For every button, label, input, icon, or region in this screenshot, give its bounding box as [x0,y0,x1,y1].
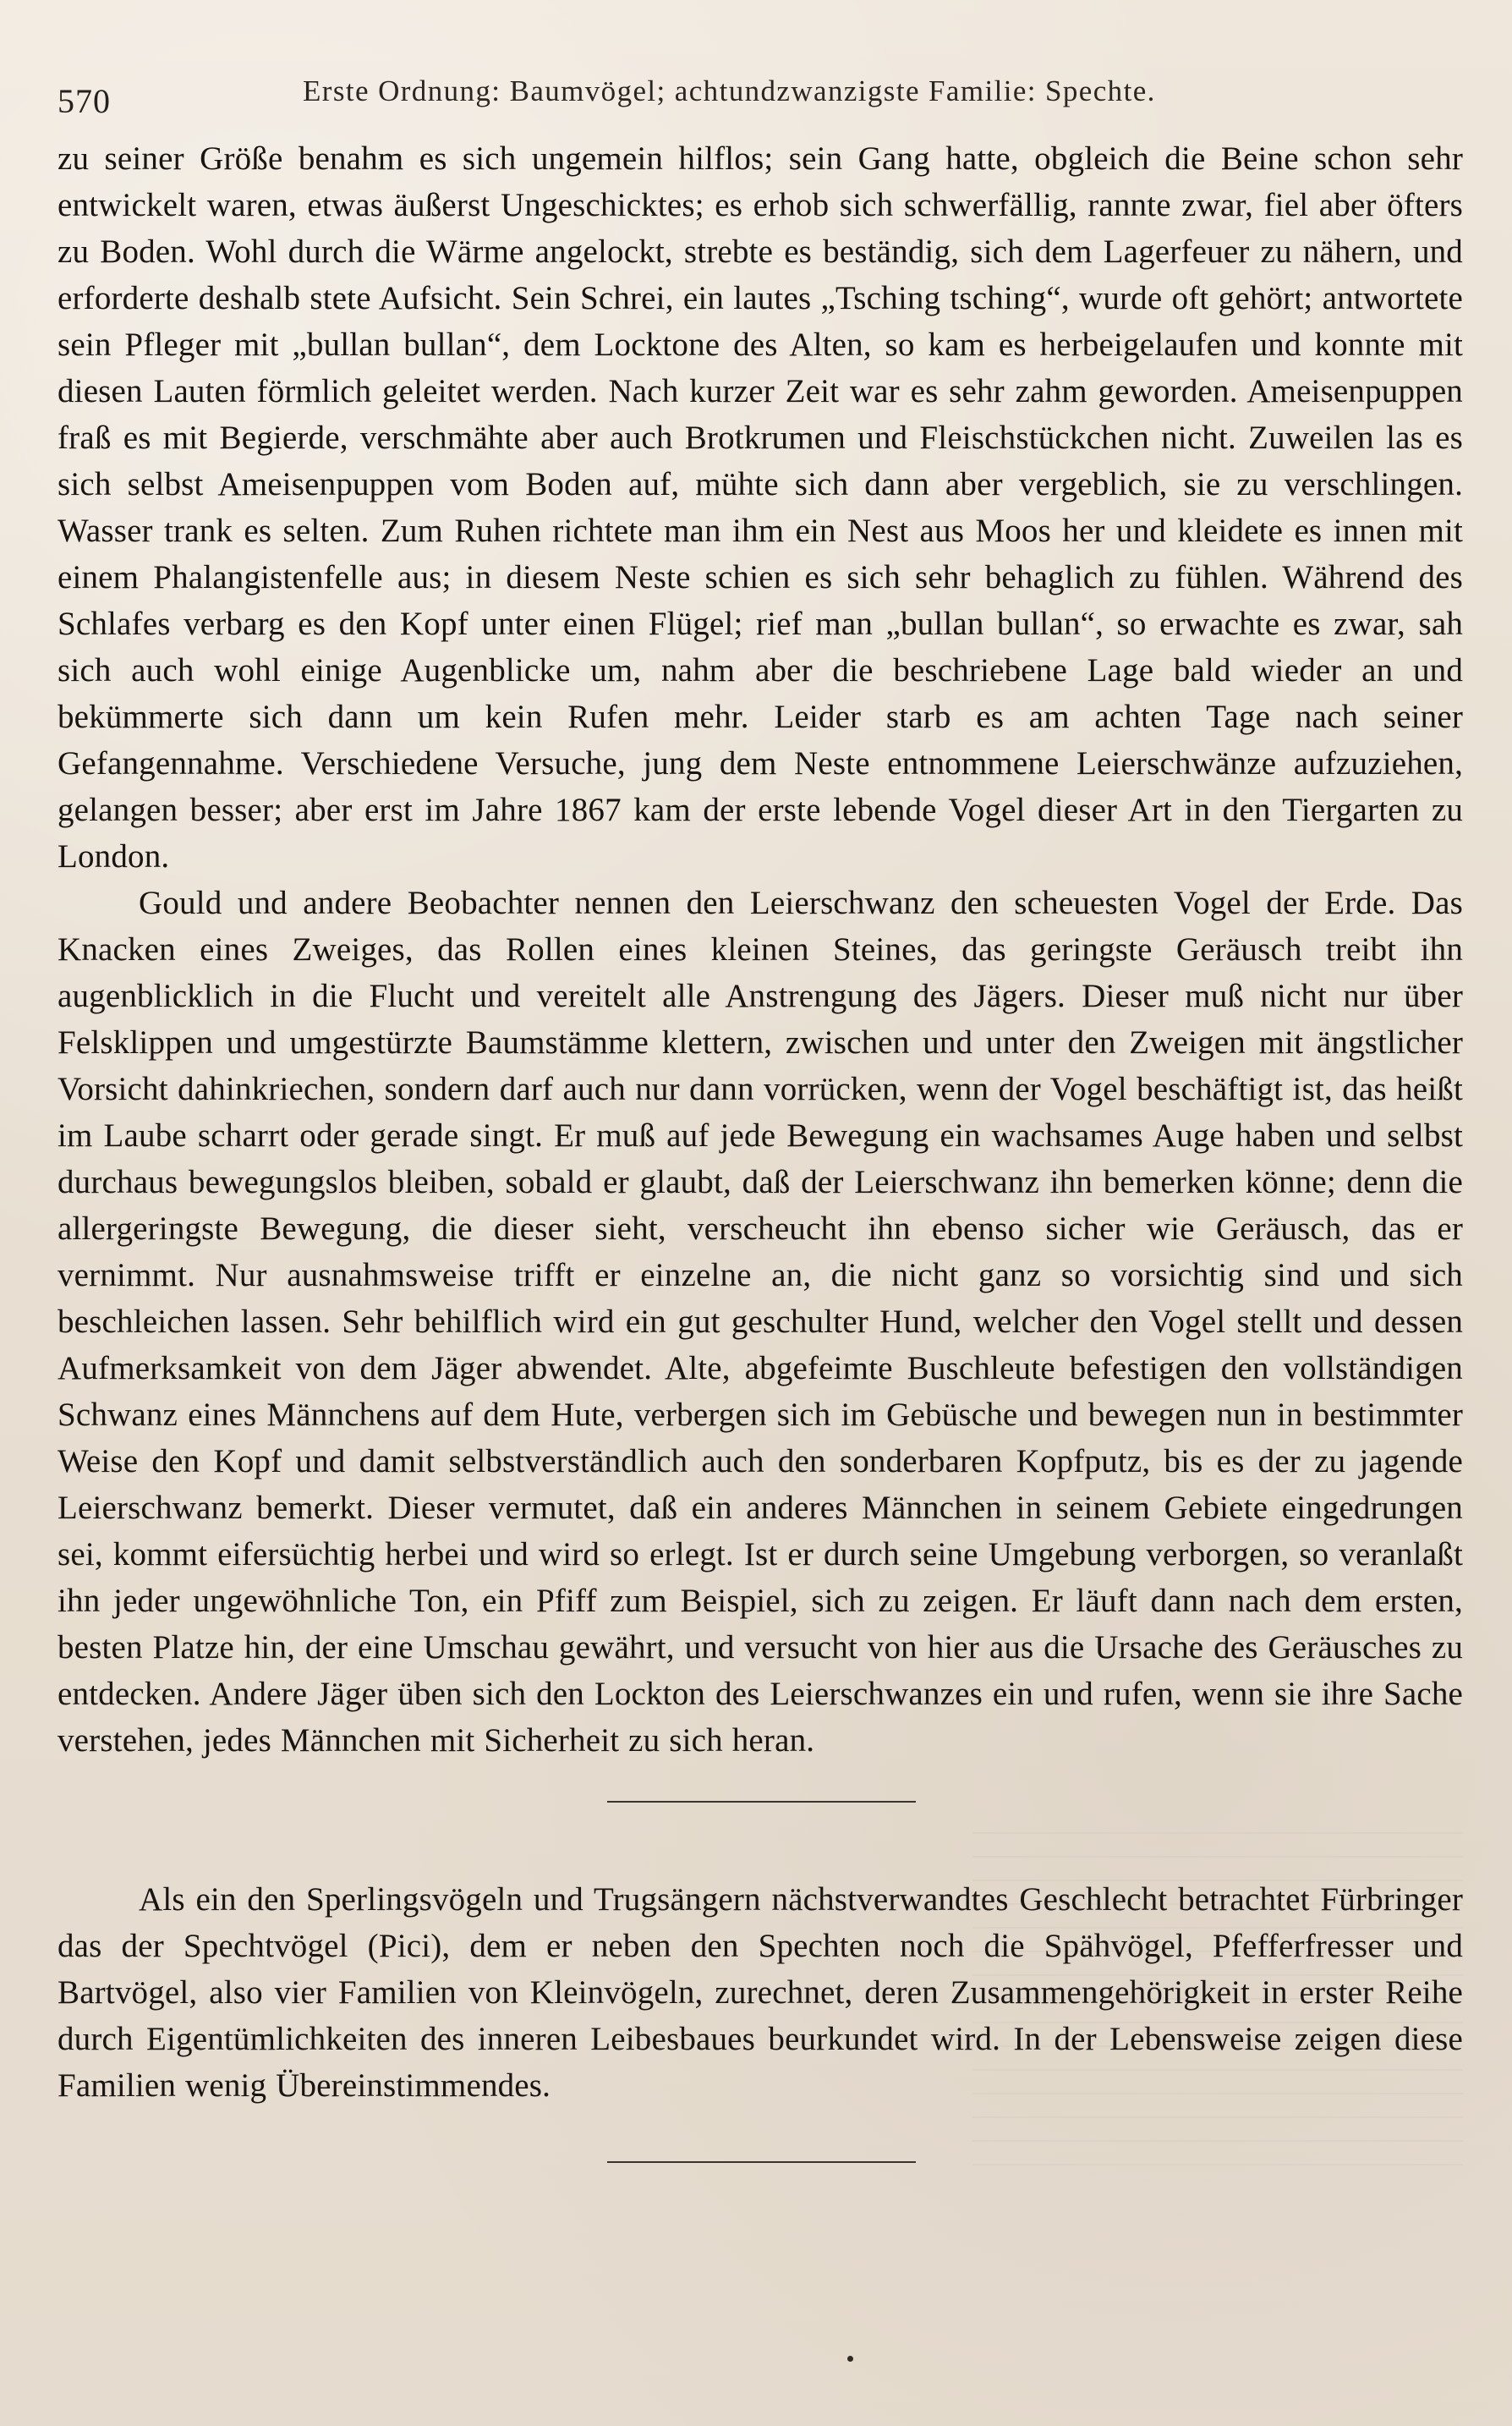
running-title: Erste Ordnung: Baumvögel; achtundzwanzigste Familie: Spechte. [303,74,1156,107]
section-divider-bottom [607,2161,916,2163]
show-through-texture [972,1810,1463,2165]
paragraph-pici: Als ein den Sperlingsvögeln und Trugsängern nächstverwandtes Geschlecht betrachtet Fürbringer das der Spechtvögel (Pici), dem er neben den Spechten noch die Spähvögel, Pfefferfresser und Bartvögel, also vier Familien von Kleinvögeln, zurechnet, deren Zusammengehörigkeit in erster Reihe durch Eigentümlichkeiten des inneren Leibesbaues beurkundet wird. In der Lebensweise zeigen diese Familien wenig Übereinstimmendes. [58,1881,1463,2104]
section-divider [607,1801,916,1803]
paragraph-captivity: zu seiner Größe benahm es sich ungemein hilflos; sein Gang hatte, obgleich die Beine schon sehr entwickelt waren, etwas äußerst Ungeschicktes; es erhob sich schwerfällig, rannte zwar, fiel aber öfters zu Boden. Wohl durch die Wärme angelockt, strebte es beständig, sich dem Lagerfeuer zu nähern, und erforderte deshalb stete Aufsicht. Sein Schrei, ein lautes „Tsching tsching“, wurde oft gehört; antwortete sein Pfleger mit „bullan bullan“, dem Locktone des Alten, so kam es herbeigelaufen und konnte mit diesen Lauten förmlich geleitet werden. Nach kurzer Zeit war es sehr zahm geworden. Ameisenpuppen fraß es mit Begierde, verschmähte aber auch Brotkrumen und Fleischstückchen nicht. Zuweilen las es sich selbst Ameisenpuppen vom Boden auf, mühte sich dann aber vergeblich, sie zu verschlingen. Wasser trank es selten. Zum Ruhen richtete man ihm ein Nest aus Moos her und kleidete es innen mit einem Phalangistenfelle aus; in diesem Neste schien es sich sehr behaglich zu fühlen. Während des Schlafes verbarg es den Kopf unter einen Flügel; rief man „bullan bullan“, so erwachte es zwar, sah sich auch wohl einige Augenblicke um, nahm aber die beschriebene Lage bald wieder an und bekümmerte sich dann um kein Rufen mehr. Leider starb es am achten Tage nach seiner Gefangennahme. Verschiedene Versuche, jung dem Neste entnommene Leierschwänze aufzuziehen, gelangen besser; aber erst im Jahre 1867 kam der erste lebende Vogel dieser Art in den Tiergarten zu London. [58,140,1463,875]
leierschwanz-section [58,135,1463,1764]
page-header [58,74,1463,134]
footer-dot [847,2356,853,2362]
paragraph-hunting: Gould und andere Beobachter nennen den Leierschwanz den scheuesten Vogel der Erde. Das Knacken eines Zweiges, das Rollen eines kleinen Steines, das geringste Geräusch treibt ihn augenblicklich in die Flucht und vereitelt alle Anstrengung des Jägers. Dieser muß nicht nur über Felsklippen und umgestürzte Baumstämme klettern, zwischen und unter den Zweigen mit ängstlicher Vorsicht dahinkriechen, sondern darf auch nur dann vorrücken, wenn der Vogel beschäftigt ist, das heißt im Laube scharrt oder gerade singt. Er muß auf jede Bewegung ein wachsames Auge haben und selbst durchaus bewegungslos bleiben, sobald er glaubt, daß der Leierschwanz ihn bemerken könne; denn die allergeringste Bewegung, die dieser sieht, verscheucht ihn ebenso sicher wie Geräusch, das er vernimmt. Nur ausnahmsweise trifft er einzelne an, die nicht ganz so vorsichtig sind und sich beschleichen lassen. Sehr behilflich wird ein gut geschulter Hund, welcher den Vogel stellt und dessen Aufmerksamkeit von dem Jäger abwendet. Alte, abgefeimte Buschleute befestigen den vollständigen Schwanz eines Männchens auf dem Hute, verbergen sich im Gebüsche und bewegen nun in bestimmter Weise den Kopf und damit selbstverständlich auch den sonderbaren Kopfputz, bis es der zu jagende Leierschwanz bemerkt. Dieser vermutet, daß ein anderes Männchen in seinem Gebiete eingedrungen sei, kommt eifersüchtig herbei und wird so erlegt. Ist er durch seine Umgebung verborgen, so veranlaßt ihn jeder ungewöhnliche Ton, ein Pfiff zum Beispiel, sich zu zeigen. Er läuft dann nach dem ersten, besten Platze hin, der eine Umschau gewährt, und versucht von hier aus die Ursache des Geräusches zu entdecken. Andere Jäger üben sich den Lockton des Leierschwanzes ein und rufen, wenn sie ihre Sache verstehen, jedes Männchen mit Sicherheit zu sich heran. [58,885,1463,1759]
page-number: 570 [58,82,111,120]
